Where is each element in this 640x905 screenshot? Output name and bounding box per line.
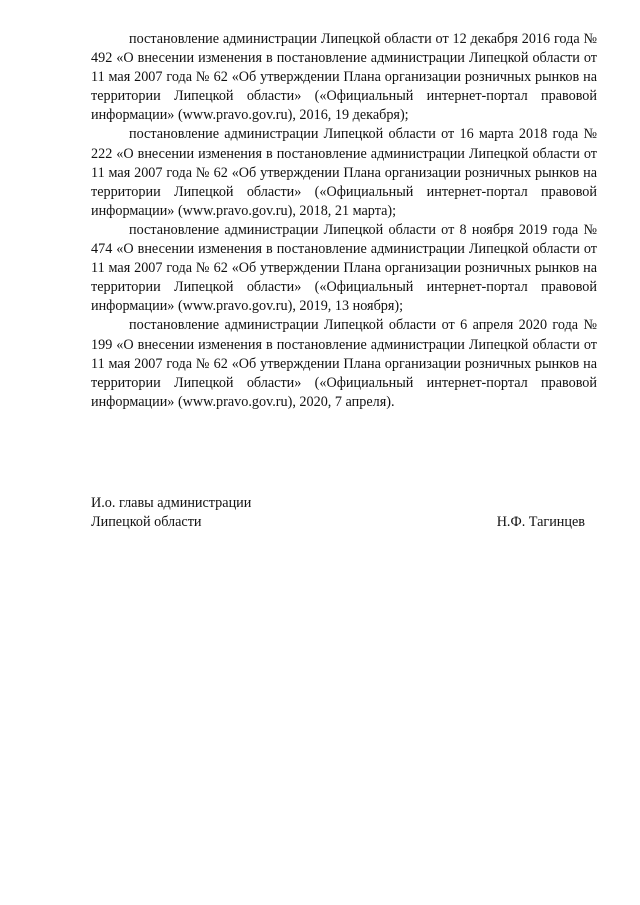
signature-block: [91, 494, 597, 532]
paragraph-resolution-2016: постановление администрации Липецкой области от 12 декабря 2016 года № 492 «О внесении изменения в постановление администрации Липецкой области от 11 мая 2007 года № 62 «Об утверждении Плана организации розничных рынков на территории Липецкой области» («Официальный интернет-портал правовой информации» (www.pravo.gov.ru), 2016, 19 декабря);: [91, 31, 597, 124]
signatory-position-line1: И.о. главы администрации: [91, 495, 252, 511]
paragraph-resolution-2018: постановление администрации Липецкой области от 16 марта 2018 года № 222 «О внесении изменения в постановление администрации Липецкой области от 11 мая 2007 года № 62 «Об утверждении Плана организации розничных рынков на территории Липецкой области» («Официальный интернет-портал правовой информации» (www.pravo.gov.ru), 2018, 21 марта);: [91, 126, 597, 219]
signature-line: [91, 513, 597, 532]
signatory-name: Н.Ф. Тагинцев: [496, 514, 585, 531]
signatory-position-line2: Липецкой области: [91, 514, 202, 531]
paragraph-resolution-2020: постановление администрации Липецкой области от 6 апреля 2020 года № 199 «О внесении изменения в постановление администрации Липецкой области от 11 мая 2007 года № 62 «Об утверждении Плана организации розничных рынков на территории Липецкой области» («Официальный интернет-портал правовой информации» (www.pravo.gov.ru), 2020, 7 апреля).: [91, 317, 597, 410]
document-body: [91, 30, 597, 412]
paragraph-resolution-2019: постановление администрации Липецкой области от 8 ноября 2019 года № 474 «О внесении изменения в постановление администрации Липецкой области от 11 мая 2007 года № 62 «Об утверждении Плана организации розничных рынков на территории Липецкой области» («Официальный интернет-портал правовой информации» (www.pravo.gov.ru), 2019, 13 ноября);: [91, 221, 597, 315]
